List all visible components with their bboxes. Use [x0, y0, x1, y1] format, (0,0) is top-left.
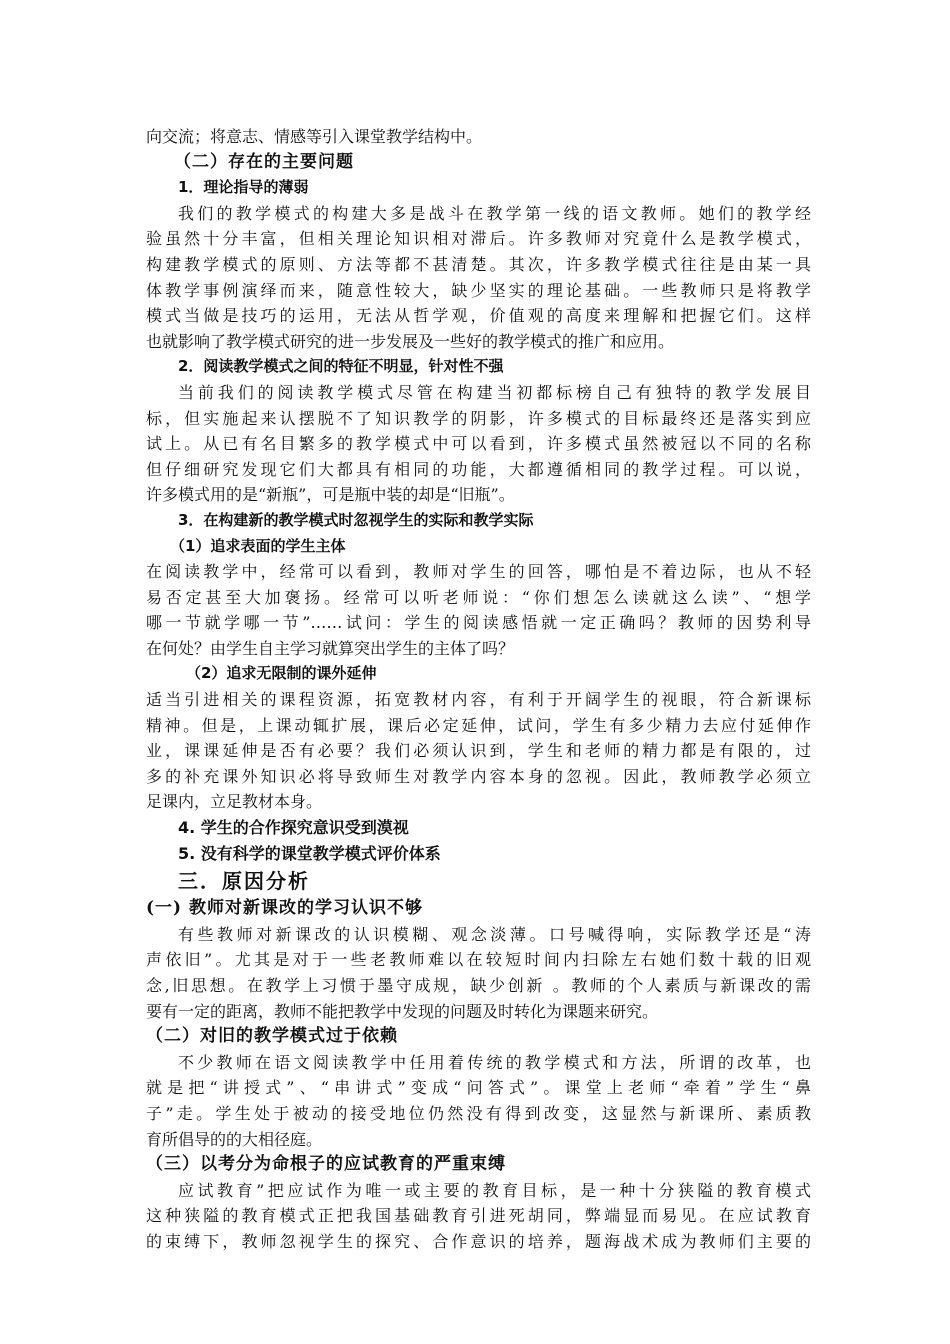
text-line: 有些教师对新课改的认识模糊、观念淡薄。口号喊得响，实际教学还是“涛 [178, 924, 811, 944]
text-line: 足课内，立足教材本身。 [146, 792, 323, 812]
chapter-heading: 三．原因分析 [178, 869, 310, 894]
text-line: 但仔细研究发现它们大都具有相同的功能，大都遵循相同的教学过程。可以说， [146, 459, 811, 479]
text-line: 这种狭隘的教育模式正把我国基础教育引进死胡同，弊端显而易见。在应试教育 [146, 1206, 811, 1226]
text-line: 试上。从已有名目繁多的教学模式中可以看到，许多模式虽然被冠以不同的名称 [146, 434, 811, 454]
text-line: 验虽然十分丰富，但相关理论知识相对滞后。许多教师对究竟什么是教学模式， [146, 229, 811, 249]
text-line: 业，课课延伸是否有必要？我们必须认识到，学生和老师的精力都是有限的，过 [146, 741, 811, 761]
text-line: 在何处？由学生自主学习就算突出学生的主体了吗？ [146, 638, 515, 658]
subsection-heading: 4. 学生的合作探究意识受到漠视 [178, 818, 409, 838]
text-line: 哪一节就学哪一节”……试问：学生的阅读感悟就一定正确吗？教师的因势利导 [146, 613, 811, 633]
subsection-heading: 2．阅读教学模式之间的特征不明显，针对性不强 [178, 357, 504, 376]
text-line: 在阅读教学中，经常可以看到，教师对学生的回答，哪怕是不着边际，也从不轻 [146, 562, 811, 582]
section-heading: （三）以考分为命根子的应试教育的严重束缚 [146, 1154, 506, 1175]
text-line: 构建教学模式的原则、方法等都不甚清楚。其次，许多教学模式往往是由某一具 [146, 254, 811, 274]
text-line: 体教学事例演绎而来，随意性较大，缺少坚实的理论基础。一些教师只是将教学 [146, 280, 811, 300]
text-line: 声依旧”。尤其是对于一些老教师难以在较短时间内扫除左右她们数十载的旧观 [146, 950, 811, 970]
text-line: 许多模式用的是“新瓶”，可是瓶中装的却是“旧瓶”。 [146, 485, 515, 505]
document-page [146, 124, 811, 1255]
text-line: 念,旧思想。在教学上习惯于墨守成规，缺少创新 。教师的个人素质与新课改的需 [146, 976, 811, 995]
text-line: 就是把“讲授式”、“串讲式”变成“问答式”。课堂上老师“牵着”学生“鼻 [146, 1078, 811, 1098]
section-heading: （二）存在的主要问题 [174, 151, 354, 172]
text-line: 模式当做是技巧的运用，无法从哲学观，价值观的高度来理解和把握它们。这样 [146, 306, 811, 326]
text-line: 应试教育”把应试作为唯一或主要的教育目标，是一种十分狭隘的教育模式 [178, 1180, 811, 1200]
text-line: 不少教师在语文阅读教学中任用着传统的教学模式和方法，所谓的改革，也 [178, 1052, 811, 1072]
subsection-heading: 3．在构建新的教学模式时忽视学生的实际和教学实际 [178, 510, 534, 529]
subsection-heading: （1）追求表面的学生主体 [170, 536, 346, 555]
text-line: 子”走。学生处于被动的接受地位仍然没有得到改变，这显然与新课所、素质教 [146, 1103, 811, 1123]
text-line: 的束缚下，教师忽视学生的探究、合作意识的培养，题海战术成为教师们主要的 [146, 1231, 811, 1251]
subsection-heading: 1．理论指导的薄弱 [178, 178, 309, 197]
text-line: 也就影响了教学模式研究的进一步发展及一些好的教学模式的推广和应用。 [146, 331, 675, 351]
text-line: 向交流；将意志、情感等引入课堂教学结构中。 [146, 127, 483, 146]
text-line: 当前我们的阅读教学模式尽管在构建当初都标榜自己有独特的教学发展目 [178, 382, 811, 402]
text-line: 我们的教学模式的构建大多是战斗在教学第一线的语文教师。她们的教学经 [178, 203, 811, 223]
subsection-heading: （2）追求无限制的课外延伸 [186, 664, 377, 683]
text-line: 育所倡导的的大相径庭。 [146, 1129, 323, 1149]
text-line: 多的补充课外知识必将导致师生对教学内容本身的忽视。因此，教师教学必须立 [146, 766, 811, 786]
subsection-heading: 5. 没有科学的课堂教学模式评价体系 [178, 843, 441, 863]
section-heading: (一) 教师对新课改的学习认识不够 [146, 898, 424, 919]
text-line: 精神。但是，上课动辄扩展，课后必定延伸，试问，学生有多少精力去应付延伸作 [146, 715, 811, 735]
text-line: 标，但实施起来认摆脱不了知识教学的阴影，许多模式的目标最终还是落实到应 [146, 408, 811, 428]
text-line: 要有一定的距离，教师不能把教学中发现的问题及时转化为课题来研究。 [146, 1001, 659, 1021]
section-heading: （二）对旧的教学模式过于依赖 [146, 1026, 398, 1047]
text-line: 易否定甚至大加褒扬。经常可以听老师说：“你们想怎么读就这么读”、“想学 [146, 587, 811, 607]
text-line: 适当引进相关的课程资源，拓宽教材内容，有利于开阔学生的视眼，符合新课标 [146, 690, 811, 710]
